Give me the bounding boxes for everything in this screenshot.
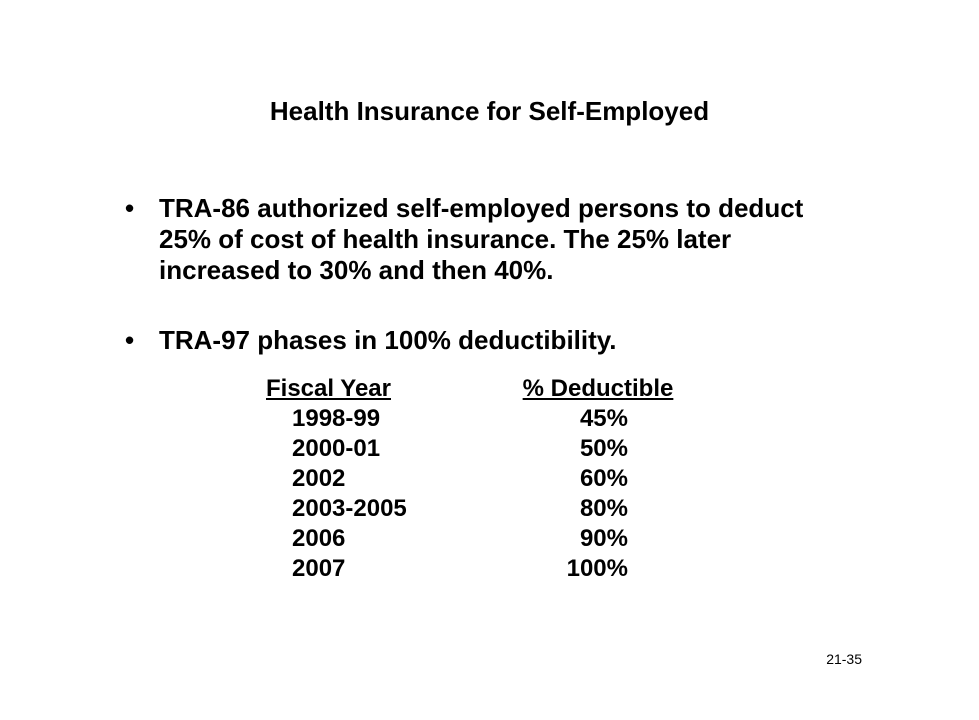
- fiscal-year-cell: 2002: [292, 465, 346, 492]
- fiscal-year-cell: 1998-99: [292, 405, 381, 432]
- deductible-schedule-table: [260, 374, 720, 584]
- column-header-fiscal-year: Fiscal Year: [266, 375, 391, 402]
- table-row: [260, 524, 720, 554]
- table-row: [260, 554, 720, 584]
- percent-deductible-cell: 100%: [566, 555, 628, 582]
- slide-title: Health Insurance for Self-Employed: [269, 96, 710, 126]
- table-row: [260, 494, 720, 524]
- bullet-marker: •: [125, 325, 135, 355]
- bullet-text: TRA-97 phases in 100% deductibility.: [159, 325, 617, 355]
- bullet-marker: •: [125, 193, 135, 223]
- percent-deductible-cell: 60%: [579, 465, 628, 492]
- fiscal-year-cell: 2003-2005: [292, 495, 407, 522]
- table-row: [260, 404, 720, 434]
- bullet-text: TRA-86 authorized self-employed persons to deduct 25% of cost of health insurance. The 25% later increased to 30% and then 40%.: [159, 193, 804, 285]
- bullet-item: [125, 193, 855, 286]
- percent-deductible-cell: 45%: [579, 405, 628, 432]
- fiscal-year-cell: 2000-01: [292, 435, 381, 462]
- bullet-item: [125, 325, 855, 356]
- percent-deductible-cell: 90%: [579, 525, 628, 552]
- table-header-row: [260, 374, 720, 404]
- fiscal-year-cell: 2007: [292, 555, 346, 582]
- table-row: [260, 464, 720, 494]
- fiscal-year-cell: 2006: [292, 525, 346, 552]
- slide-number: 21-35: [826, 651, 862, 667]
- percent-deductible-cell: 80%: [579, 495, 628, 522]
- percent-deductible-cell: 50%: [579, 435, 628, 462]
- table-row: [260, 434, 720, 464]
- column-header-percent-deductible: % Deductible: [522, 375, 674, 402]
